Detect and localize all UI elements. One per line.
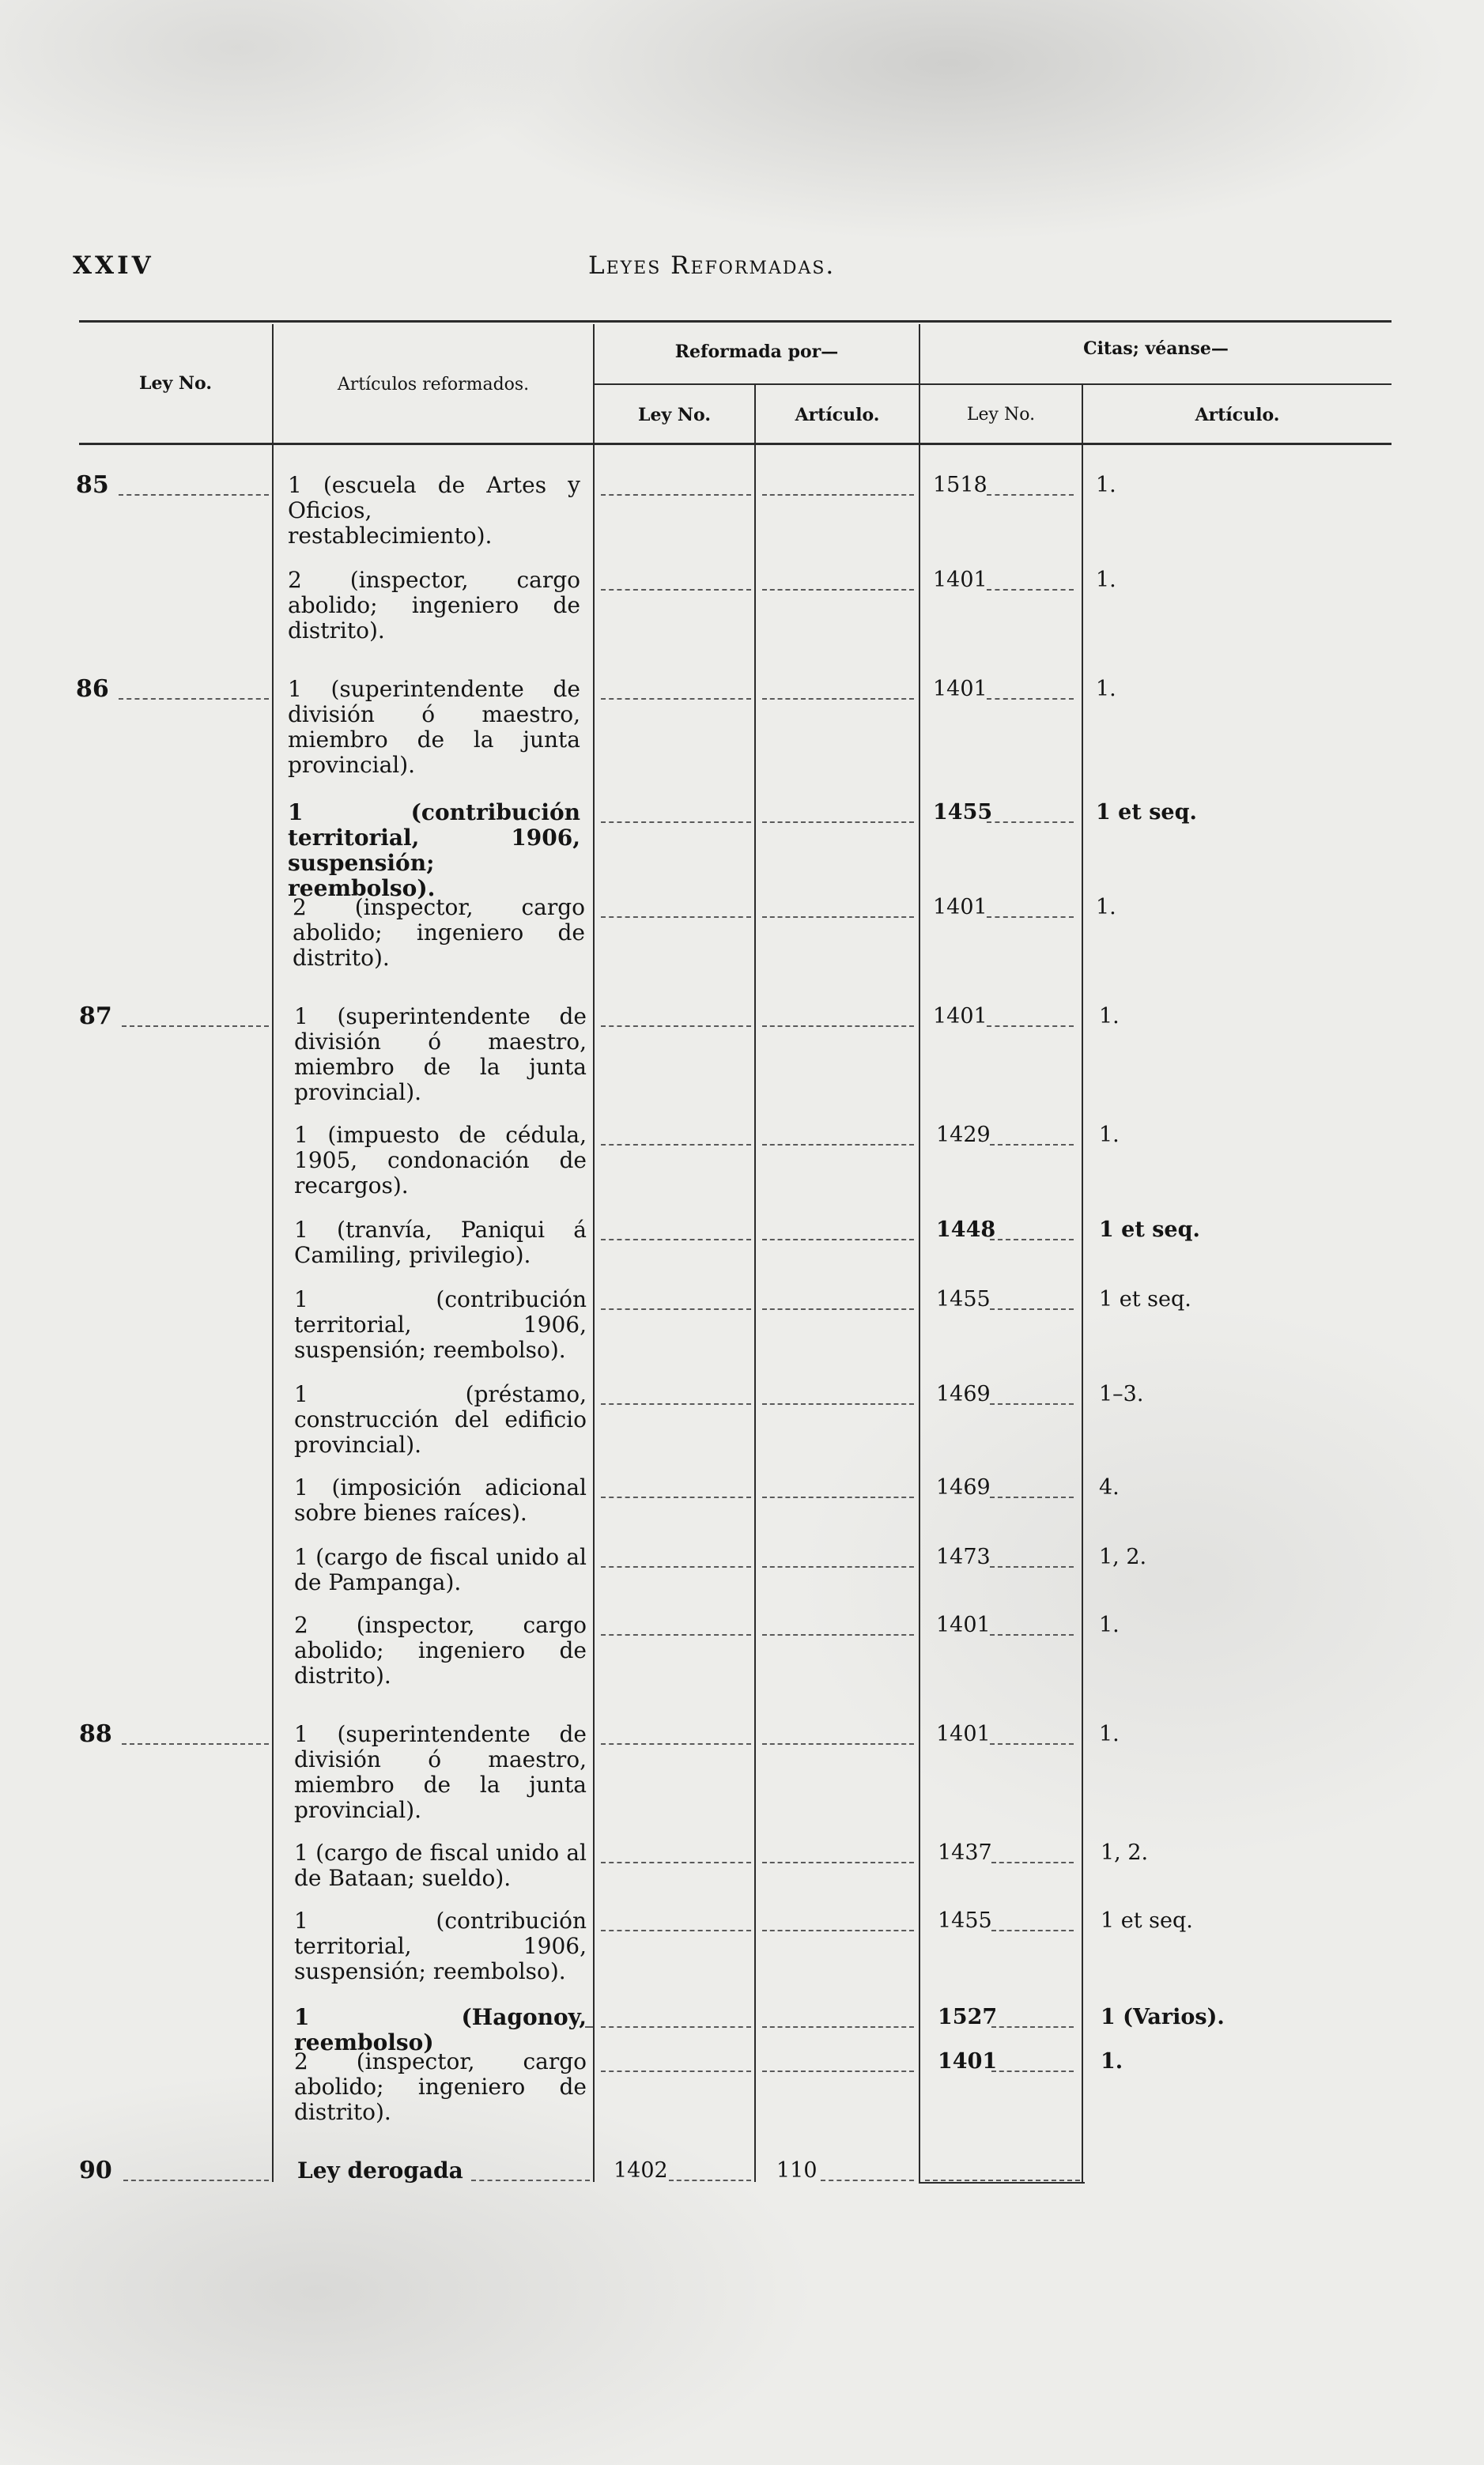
row-7-cit-ley: 1448	[936, 1217, 996, 1242]
row-17-articulo: 2 (inspector, cargo abolido; ingeniero de distrito).	[294, 2048, 587, 2125]
row-18-refart-leader	[821, 2180, 914, 2181]
row-2-cit-ley: 1401	[933, 677, 987, 701]
row-13-ley: 88	[79, 1720, 112, 1748]
row-13-refart-leader	[762, 1743, 914, 1745]
row-0-cit-art: 1.	[1096, 473, 1116, 497]
row-17-cit-leader	[991, 2071, 1074, 2072]
row-16-cit-art: 1 (Varios).	[1101, 2005, 1225, 2029]
row-18-cit-leader	[925, 2180, 1080, 2181]
row-3-refart-leader	[762, 821, 914, 823]
row-15-articulo: 1 (contribución territorial, 1906, suspensión; reembolso).	[294, 1908, 587, 1984]
row-5-cit-leader	[987, 1025, 1074, 1027]
row-9-articulo: 1 (préstamo, construcción del edificio provincial).	[294, 1381, 587, 1458]
row-16-ref-leader	[601, 2026, 751, 2028]
row-15-cit-leader	[991, 1930, 1074, 1931]
row-4-articulo: 2 (inspector, cargo abolido; ingeniero de distrito).	[293, 894, 585, 971]
row-14-articulo: 1 (cargo de fiscal unido al de Bataan; sueldo).	[294, 1840, 587, 1891]
row-13-ley-leader	[122, 1743, 269, 1745]
page-title: Leyes Reformadas.	[588, 251, 836, 280]
row-11-cit-art: 1, 2.	[1099, 1545, 1147, 1569]
header-bottom-rule	[79, 443, 1391, 445]
row-2-cit-art: 1.	[1096, 677, 1116, 701]
header-cit-art: Artículo.	[1195, 405, 1280, 425]
row-7-ref-leader	[601, 1239, 751, 1240]
row-3-ref-leader	[601, 821, 751, 823]
row-1-articulo: 2 (inspector, cargo abolido; ingeniero de distrito).	[288, 567, 580, 644]
header-citas: Citas; véanse—	[1083, 338, 1229, 359]
row-6-cit-ley: 1429	[936, 1123, 991, 1147]
row-0-ley-leader	[119, 494, 269, 496]
row-13-articulo: 1 (superintendente de división ó maestro, miembro de la junta provincial).	[294, 1721, 587, 1823]
header-cit-ley: Ley No.	[966, 405, 1036, 425]
row-17-cit-art: 1.	[1101, 2049, 1123, 2074]
row-4-cit-art: 1.	[1096, 895, 1116, 919]
row-14-ref-leader	[601, 1862, 751, 1863]
row-12-cit-art: 1.	[1099, 1613, 1120, 1637]
row-6-ref-leader	[601, 1144, 751, 1146]
row-12-refart-leader	[762, 1634, 914, 1636]
row-5-ley-leader	[122, 1025, 269, 1027]
row-5-refart-leader	[762, 1025, 914, 1027]
row-16-art-leader	[585, 2026, 593, 2028]
row-15-ref-leader	[601, 1930, 751, 1931]
row-0-refart-leader	[762, 494, 914, 496]
row-13-cit-ley: 1401	[936, 1722, 991, 1746]
row-2-cit-leader	[987, 698, 1074, 700]
row-16-cit-leader	[991, 2026, 1074, 2028]
row-1-cit-ley: 1401	[933, 568, 987, 592]
row-13-ref-leader	[601, 1743, 751, 1745]
row-1-ref-leader	[601, 589, 751, 591]
row-8-refart-leader	[762, 1308, 914, 1310]
row-0-cit-ley: 1518	[933, 473, 987, 497]
row-14-refart-leader	[762, 1862, 914, 1863]
row-6-cit-art: 1.	[1099, 1123, 1120, 1147]
row-5-ley: 87	[79, 1002, 112, 1030]
row-16-cit-ley: 1527	[938, 2005, 998, 2029]
row-12-articulo: 2 (inspector, cargo abolido; ingeniero de distrito).	[294, 1612, 587, 1689]
page-number: XXIV	[73, 251, 154, 280]
row-8-ref-leader	[601, 1308, 751, 1310]
row-17-cit-ley: 1401	[938, 2049, 998, 2074]
row-2-articulo: 1 (superintendente de división ó maestro, miembro de la junta provincial).	[288, 676, 580, 778]
row-12-ref-leader	[601, 1634, 751, 1636]
header-ref-ley: Ley No.	[638, 405, 711, 425]
row-2-ley: 86	[76, 675, 109, 703]
row-18-ley: 90	[79, 2157, 112, 2184]
row-10-refart-leader	[762, 1497, 914, 1498]
row-16-refart-leader	[762, 2026, 914, 2028]
row-11-cit-leader	[990, 1566, 1074, 1568]
row-10-cit-leader	[990, 1497, 1074, 1498]
row-3-cit-art: 1 et seq.	[1096, 800, 1197, 825]
row-7-cit-art: 1 et seq.	[1099, 1217, 1200, 1242]
header-ley-no: Ley No.	[139, 373, 212, 394]
row-1-refart-leader	[762, 589, 914, 591]
row-18-ref-ley: 1402	[614, 2158, 668, 2183]
table-bottom-stub	[919, 2182, 1085, 2184]
row-4-ref-leader	[601, 916, 751, 918]
row-10-articulo: 1 (imposición adicional sobre bienes raíces).	[294, 1474, 587, 1526]
row-14-cit-leader	[991, 1862, 1074, 1863]
row-4-cit-leader	[987, 916, 1074, 918]
header-articulos: Artículos reformados.	[337, 375, 530, 394]
row-7-articulo: 1 (tranvía, Paniqui á Camiling, privilegio).	[294, 1217, 587, 1268]
row-8-cit-ley: 1455	[936, 1287, 991, 1312]
row-11-articulo: 1 (cargo de fiscal unido al de Pampanga).	[294, 1544, 587, 1595]
row-0-ref-leader	[601, 494, 751, 496]
col-rule-1	[272, 324, 274, 2182]
header-mid-rule	[593, 383, 1391, 385]
row-6-refart-leader	[762, 1144, 914, 1146]
table-top-rule	[79, 320, 1391, 323]
row-15-cit-art: 1 et seq.	[1101, 1908, 1193, 1933]
row-5-ref-leader	[601, 1025, 751, 1027]
row-7-refart-leader	[762, 1239, 914, 1240]
header-ref-art: Artículo.	[795, 405, 880, 425]
row-9-refart-leader	[762, 1403, 914, 1405]
row-9-cit-ley: 1469	[936, 1382, 991, 1406]
row-13-cit-art: 1.	[1099, 1722, 1120, 1746]
row-11-ref-leader	[601, 1566, 751, 1568]
row-9-cit-art: 1–3.	[1099, 1382, 1144, 1406]
row-9-cit-leader	[990, 1403, 1074, 1405]
row-14-cit-art: 1, 2.	[1101, 1840, 1149, 1865]
row-13-cit-leader	[990, 1743, 1074, 1745]
row-1-cit-art: 1.	[1096, 568, 1116, 592]
row-3-cit-ley: 1455	[933, 800, 993, 825]
row-10-ref-leader	[601, 1497, 751, 1498]
row-16-articulo: 1 (Hagonoy, reembolso)	[294, 2004, 587, 2055]
row-18-ref-art: 110	[776, 2158, 818, 2183]
row-0-cit-leader	[987, 494, 1074, 496]
col-rule-3	[754, 385, 756, 2182]
row-6-cit-leader	[990, 1144, 1074, 1146]
row-4-cit-ley: 1401	[933, 895, 987, 919]
row-10-cit-art: 4.	[1099, 1475, 1120, 1500]
row-8-articulo: 1 (contribución territorial, 1906, suspensión; reembolso).	[294, 1286, 587, 1363]
row-11-cit-ley: 1473	[936, 1545, 991, 1569]
row-7-cit-leader	[990, 1239, 1074, 1240]
row-1-cit-leader	[987, 589, 1074, 591]
row-12-cit-ley: 1401	[936, 1613, 991, 1637]
row-6-articulo: 1 (impuesto de cédula, 1905, condonación de recargos).	[294, 1122, 587, 1199]
row-14-cit-ley: 1437	[938, 1840, 992, 1865]
row-9-ref-leader	[601, 1403, 751, 1405]
row-5-cit-art: 1.	[1099, 1004, 1120, 1029]
running-head	[0, 251, 1484, 283]
row-17-ref-leader	[601, 2071, 751, 2072]
row-3-articulo: 1 (contribución territorial, 1906, suspensión; reembolso).	[288, 799, 580, 901]
row-5-articulo: 1 (superintendente de división ó maestro, miembro de la junta provincial).	[294, 1003, 587, 1105]
row-15-refart-leader	[762, 1930, 914, 1931]
row-4-refart-leader	[762, 916, 914, 918]
header-reformada-por: Reformada por—	[674, 342, 839, 362]
col-rule-2	[593, 324, 595, 2182]
row-18-articulo: Ley derogada	[297, 2157, 463, 2184]
row-8-cit-art: 1 et seq.	[1099, 1287, 1191, 1312]
row-18-ref-leader	[669, 2180, 751, 2181]
row-2-refart-leader	[762, 698, 914, 700]
row-11-refart-leader	[762, 1566, 914, 1568]
row-18-ley-leader	[123, 2180, 269, 2181]
col-rule-5	[1082, 385, 1083, 2182]
row-17-refart-leader	[762, 2071, 914, 2072]
row-3-cit-leader	[987, 821, 1074, 823]
row-10-cit-ley: 1469	[936, 1475, 991, 1500]
row-2-ley-leader	[119, 698, 269, 700]
row-12-cit-leader	[990, 1634, 1074, 1636]
col-rule-4	[919, 324, 920, 2182]
row-0-articulo: 1 (escuela de Artes y Oficios, restablecimiento).	[288, 472, 580, 549]
row-8-cit-leader	[990, 1308, 1074, 1310]
row-15-cit-ley: 1455	[938, 1908, 992, 1933]
row-2-ref-leader	[601, 698, 751, 700]
row-0-ley: 85	[76, 471, 109, 499]
row-18-art-leader	[471, 2180, 590, 2181]
row-5-cit-ley: 1401	[933, 1004, 987, 1029]
